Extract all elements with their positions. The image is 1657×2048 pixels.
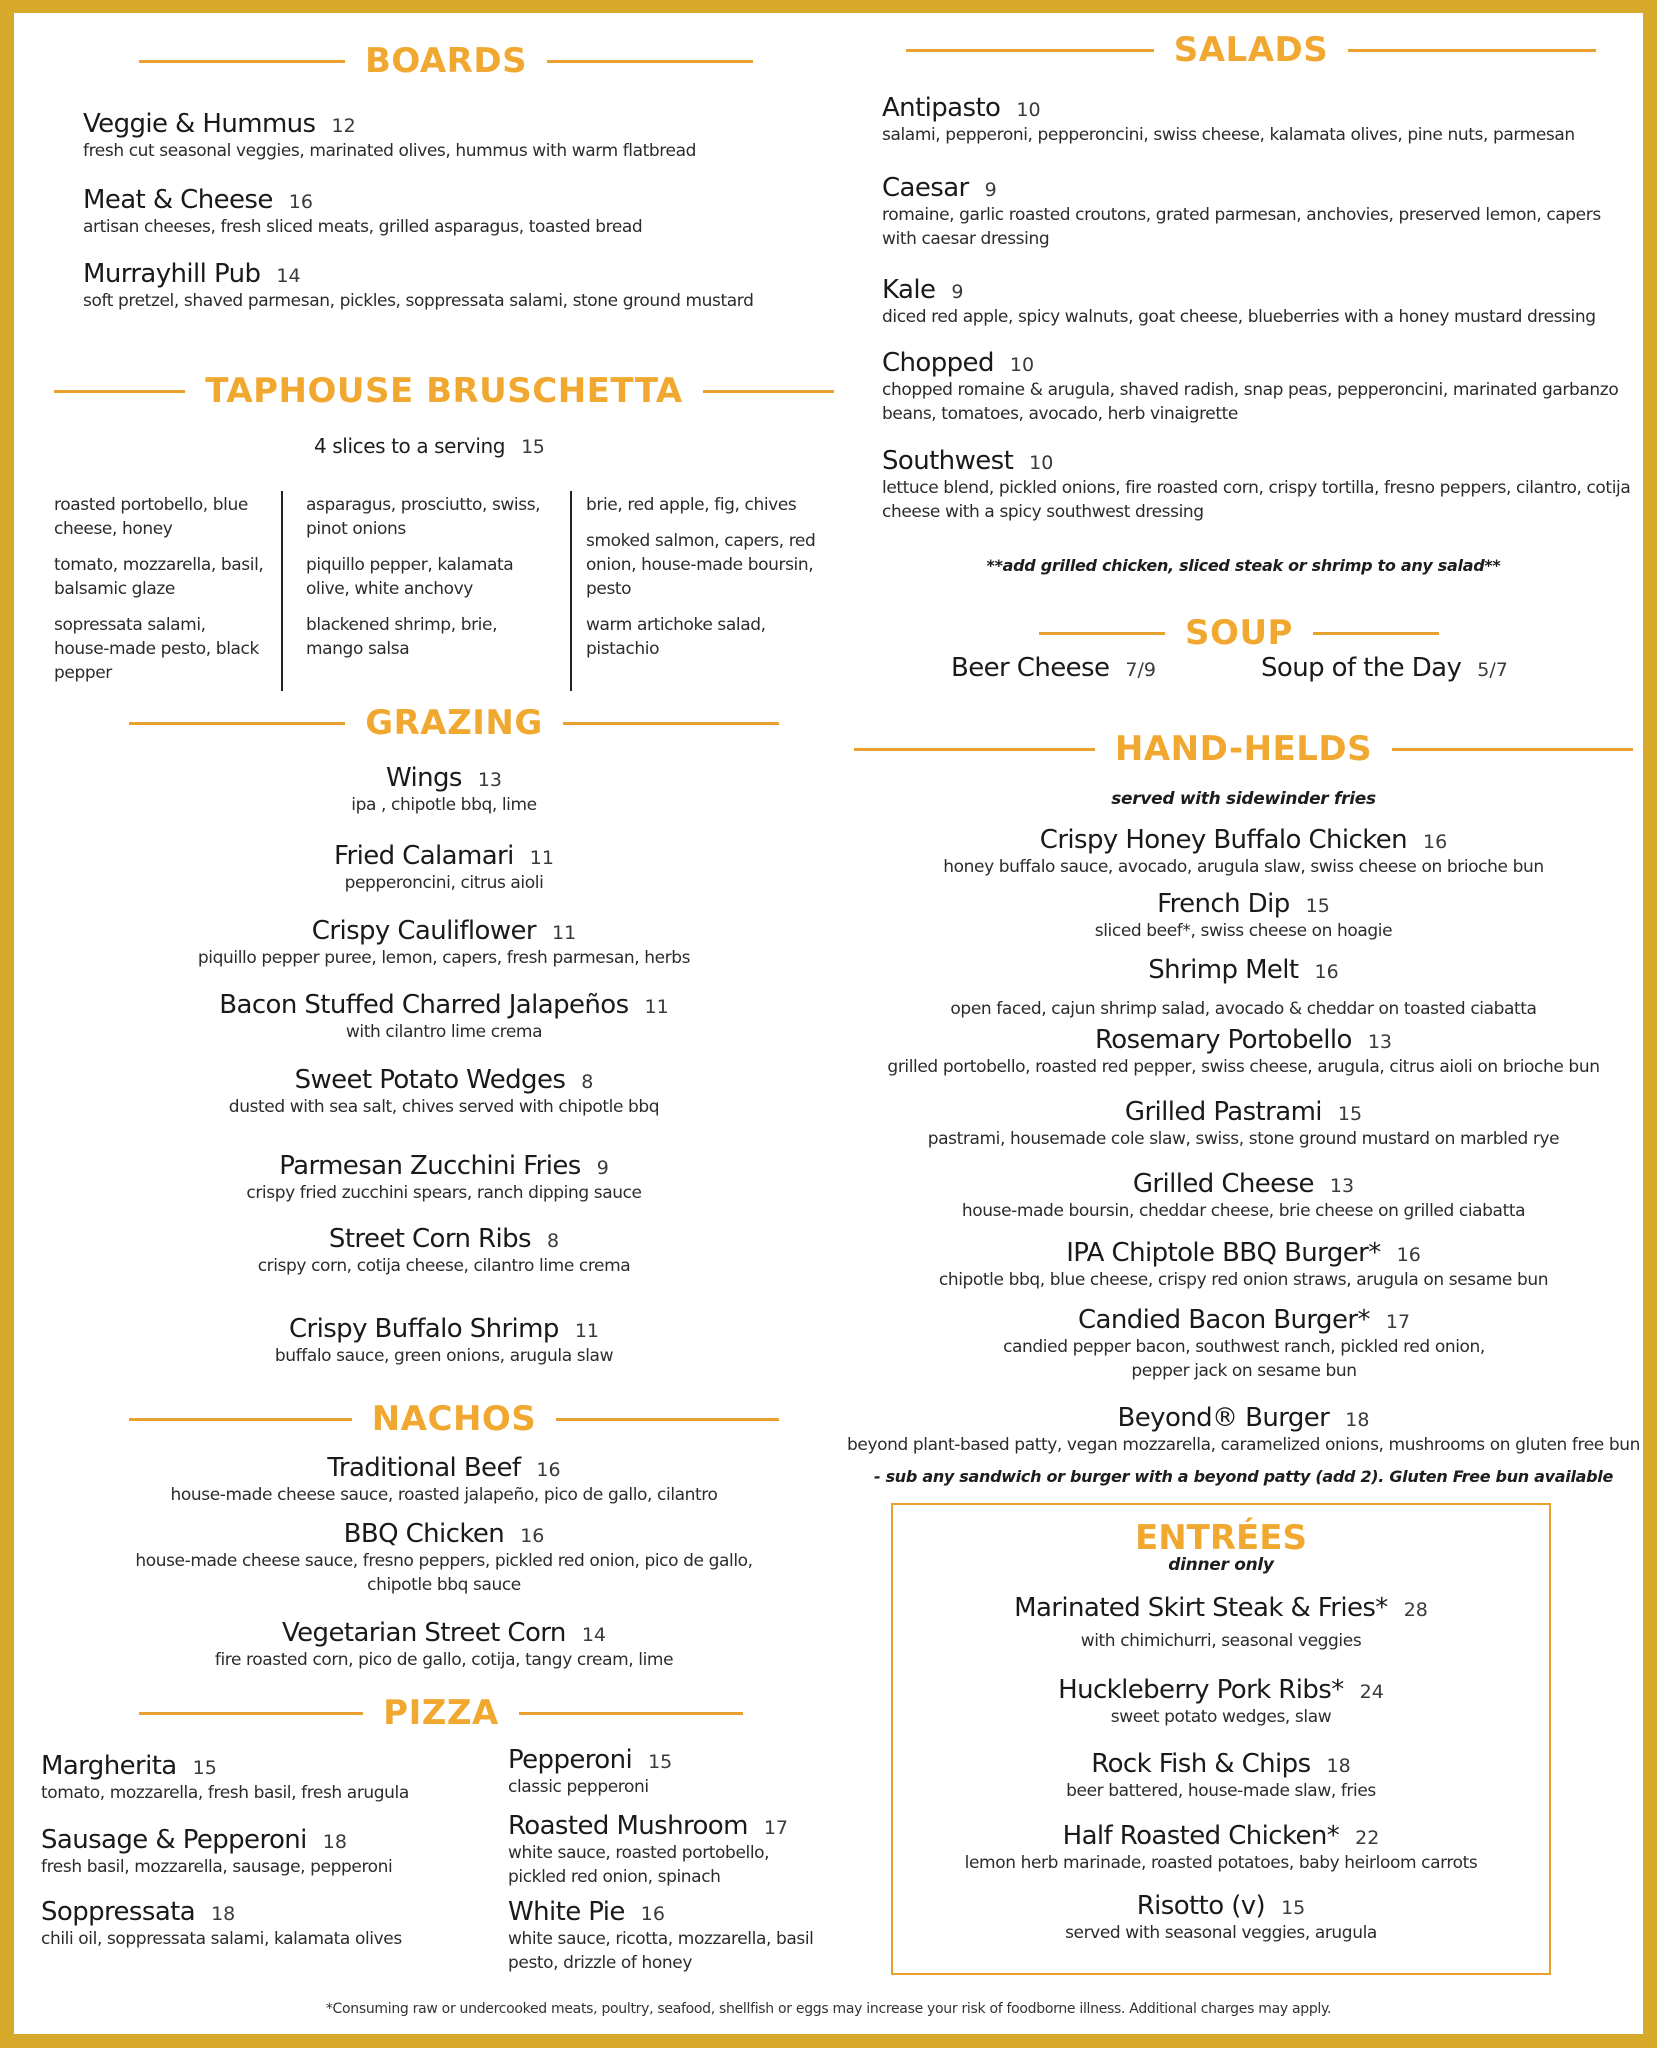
item-description: soft pretzel, shaved parmesan, pickles, soppressata salami, stone ground mustard	[83, 291, 754, 311]
menu-item	[41, 1897, 481, 1951]
item-description: with cilantro lime crema	[345, 1022, 543, 1042]
header-rule	[129, 1418, 352, 1421]
item-description: lettuce blend, pickled onions, fire roasted corn, crispy tortilla, fresno peppers, cilantro, cotija cheese with a spicy southwest dressing	[882, 478, 1631, 522]
section-header-bruschetta	[54, 371, 834, 411]
header-rule	[139, 60, 345, 63]
item-name: Sausage & Pepperoni	[41, 1825, 307, 1855]
header-rule	[1348, 49, 1596, 52]
salad-addon-note: **add grilled chicken, sliced steak or shrimp to any salad**	[986, 556, 1501, 575]
section-title: PIZZA	[383, 1693, 499, 1733]
column-divider	[281, 491, 283, 691]
bruschetta-option: brie, red apple, fig, chives	[586, 495, 797, 515]
header-rule	[519, 1712, 743, 1715]
item-price: 5/7	[1477, 659, 1508, 681]
header-rule	[54, 390, 185, 393]
item-name: Parmesan Zucchini Fries	[279, 1151, 581, 1181]
menu-item	[54, 916, 834, 970]
item-name: Antipasto	[882, 93, 1001, 123]
item-description: house-made boursin, cheddar cheese, brie cheese on grilled ciabatta	[961, 1201, 1526, 1221]
item-description: honey buffalo sauce, avocado, arugula slaw, swiss cheese on brioche bun	[943, 857, 1544, 877]
item-price: 22	[1355, 1827, 1380, 1849]
menu-item	[844, 955, 1643, 1021]
item-price: 15	[648, 1751, 673, 1773]
menu-item	[844, 1403, 1643, 1457]
item-price: 10	[1016, 99, 1041, 121]
intro-text: 4 slices to a serving	[314, 434, 506, 458]
header-rule	[129, 722, 345, 725]
item-name: Meat & Cheese	[83, 185, 273, 215]
item-name: Candied Bacon Burger*	[1077, 1305, 1370, 1335]
item-price: 18	[211, 1903, 236, 1925]
item-description: diced red apple, spicy walnuts, goat cheese, blueberries with a honey mustard dressing	[882, 307, 1596, 327]
item-description: pastrami, housemade cole slaw, swiss, stone ground mustard on marbled rye	[927, 1129, 1560, 1149]
item-description: chili oil, soppressata salami, kalamata olives	[41, 1929, 402, 1949]
item-name: BBQ Chicken	[343, 1519, 505, 1549]
menu-item	[999, 1305, 1489, 1383]
bruschetta-option: blackened shrimp, brie, mango salsa	[306, 615, 498, 659]
item-price: 7/9	[1125, 659, 1156, 681]
item-name: Wings	[385, 763, 462, 793]
entrees-subtitle: dinner only	[1168, 1555, 1274, 1575]
item-price: 13	[1329, 1175, 1355, 1197]
entrees-header	[893, 1518, 1549, 1575]
bruschetta-option: roasted portobello, blue cheese, honey	[54, 495, 248, 539]
section-title: BOARDS	[364, 41, 528, 81]
menu-item	[54, 1151, 834, 1205]
menu-item	[54, 841, 834, 895]
menu-item	[124, 1519, 764, 1597]
entrees-box	[891, 1503, 1551, 1975]
menu-item	[844, 1169, 1643, 1223]
item-price: 18	[322, 1831, 347, 1853]
beyond-patty-note: - sub any sandwich or burger with a beyond patty (add 2). Gluten Free bun available	[873, 1467, 1614, 1486]
item-name: Roasted Mushroom	[508, 1811, 748, 1841]
item-description: grilled portobello, roasted red pepper, swiss cheese, arugula, citrus aioli on brioche bun	[887, 1057, 1600, 1077]
item-price: 11	[644, 996, 669, 1018]
soup-item	[951, 653, 1156, 683]
item-description: classic pepperoni	[508, 1777, 649, 1797]
section-title: TAPHOUSE BRUSCHETTA	[205, 371, 683, 411]
item-price: 9	[984, 179, 997, 201]
item-description: chipotle bbq, blue cheese, crispy red onion straws, arugula on sesame bun	[938, 1270, 1549, 1290]
item-name: Murrayhill Pub	[83, 259, 261, 289]
item-description: with chimichurri, seasonal veggies	[1080, 1631, 1362, 1651]
menu-item	[882, 173, 1632, 251]
menu-item	[54, 1065, 834, 1119]
menu-item	[508, 1811, 808, 1889]
bruschetta-option: smoked salmon, capers, red onion, house-made boursin, pesto	[586, 531, 816, 599]
item-name: Rock Fish & Chips	[1091, 1749, 1311, 1779]
item-price: 15	[1281, 1897, 1306, 1919]
item-name: Marinated Skirt Steak & Fries*	[1014, 1593, 1388, 1623]
item-price: 24	[1359, 1681, 1384, 1703]
item-description: romaine, garlic roasted croutons, grated parmesan, anchovies, preserved lemon, capers with caesar dressing	[882, 205, 1601, 249]
item-description: piquillo pepper puree, lemon, capers, fresh parmesan, herbs	[197, 948, 691, 968]
column-divider	[570, 491, 572, 691]
header-rule	[1392, 748, 1633, 751]
item-name: White Pie	[508, 1897, 625, 1927]
header-rule	[1313, 632, 1439, 635]
section-header-boards	[139, 41, 753, 81]
soup-item	[1261, 653, 1508, 683]
menu-item	[54, 1314, 834, 1368]
item-name: Vegetarian Street Corn	[281, 1618, 566, 1648]
item-description: beyond plant-based patty, vegan mozzarella, caramelized onions, mushrooms on gluten free bun	[847, 1435, 1640, 1455]
section-title: NACHOS	[371, 1399, 537, 1439]
item-name: Rosemary Portobello	[1094, 1025, 1352, 1055]
item-price: 16	[1423, 831, 1448, 853]
section-title: ENTRÉES	[1135, 1518, 1307, 1558]
item-name: Sweet Potato Wedges	[294, 1065, 566, 1095]
item-price: 13	[1367, 1031, 1393, 1053]
bruschetta-option: sopressata salami, house-made pesto, black pepper	[54, 615, 259, 683]
header-rule	[563, 722, 779, 725]
item-description: white sauce, ricotta, mozzarella, basil pesto, drizzle of honey	[508, 1929, 814, 1973]
item-price: 11	[552, 922, 577, 944]
item-price: 10	[1009, 354, 1035, 376]
item-price: 17	[763, 1817, 789, 1839]
item-description: candied pepper bacon, southwest ranch, pickled red onion, pepper jack on sesame bun	[1003, 1337, 1485, 1381]
menu-item	[83, 109, 696, 163]
menu-item	[54, 1224, 834, 1278]
menu-item	[893, 1675, 1549, 1729]
menu-item	[54, 990, 834, 1044]
menu-item	[844, 825, 1643, 879]
item-price: 16	[520, 1525, 545, 1547]
bruschetta-intro	[314, 434, 544, 458]
item-name: Veggie & Hummus	[83, 109, 316, 139]
item-description: crispy corn, cotija cheese, cilantro lime crema	[257, 1256, 631, 1276]
menu-item	[844, 1097, 1643, 1151]
menu-item	[893, 1593, 1549, 1653]
item-price: 9	[596, 1157, 609, 1179]
item-description: open faced, cajun shrimp salad, avocado & cheddar on toasted ciabatta	[950, 999, 1537, 1019]
item-price: 15	[192, 1757, 217, 1779]
item-name: IPA Chiptole BBQ Burger*	[1066, 1238, 1381, 1268]
item-description: salami, pepperoni, pepperoncini, swiss cheese, kalamata olives, pine nuts, parmesan	[882, 125, 1575, 145]
header-rule	[139, 1712, 363, 1715]
menu-item	[54, 1453, 834, 1507]
item-name: Southwest	[882, 446, 1014, 476]
header-rule	[1039, 632, 1165, 635]
item-name: Beer Cheese	[951, 653, 1110, 683]
item-description: house-made cheese sauce, fresno peppers, pickled red onion, pico de gallo, chipotle bbq sauce	[135, 1551, 753, 1595]
item-description: dusted with sea salt, chives served with chipotle bbq	[228, 1097, 660, 1117]
handhelds-subtitle: served with sidewinder fries	[1111, 789, 1376, 809]
menu-item	[882, 93, 1632, 147]
item-name: Street Corn Ribs	[328, 1224, 531, 1254]
item-name: French Dip	[1157, 889, 1290, 919]
item-name: Kale	[882, 275, 936, 305]
menu-item	[893, 1891, 1549, 1945]
bruschetta-option: piquillo pepper, kalamata olive, white anchovy	[306, 555, 514, 599]
menu-item	[844, 889, 1643, 943]
item-name: Soup of the Day	[1261, 653, 1462, 683]
footer-disclaimer: *Consuming raw or undercooked meats, poultry, seafood, shellfish or eggs may increase your risk of foodborne illness. Additional charges may apply.	[325, 2001, 1332, 2017]
item-price: 11	[529, 847, 554, 869]
menu-item	[83, 259, 753, 313]
section-title: HAND-HELDS	[1114, 729, 1373, 769]
item-description: house-made cheese sauce, roasted jalapeño, pico de gallo, cilantro	[170, 1485, 718, 1505]
item-price: 16	[1396, 1244, 1421, 1266]
item-price: 18	[1345, 1409, 1370, 1431]
menu-page	[14, 13, 1643, 2034]
item-name: Caesar	[882, 173, 969, 203]
item-description: white sauce, roasted portobello, pickled red onion, spinach	[508, 1843, 770, 1887]
item-description: artisan cheeses, fresh sliced meats, grilled asparagus, toasted bread	[83, 217, 643, 237]
item-description: fire roasted corn, pico de gallo, cotija, tangy cream, lime	[214, 1650, 674, 1670]
item-price: 28	[1403, 1599, 1428, 1621]
menu-item	[882, 348, 1632, 426]
item-description: served with seasonal veggies, arugula	[1065, 1923, 1377, 1943]
bruschetta-option: warm artichoke salad, pistachio	[586, 615, 766, 659]
item-price: 10	[1029, 452, 1054, 474]
menu-item	[41, 1825, 481, 1879]
item-price: 16	[640, 1903, 665, 1925]
item-name: Huckleberry Pork Ribs*	[1058, 1675, 1344, 1705]
bruschetta-option: tomato, mozzarella, basil, balsamic glaze	[54, 555, 264, 599]
item-price: 12	[331, 115, 356, 137]
menu-item	[844, 1025, 1643, 1079]
menu-item	[508, 1745, 828, 1799]
item-name: Grilled Cheese	[1132, 1169, 1314, 1199]
item-name: Traditional Beef	[327, 1453, 521, 1483]
item-price: 16	[536, 1459, 561, 1481]
item-description: buffalo sauce, green onions, arugula slaw	[274, 1346, 614, 1366]
item-name: Bacon Stuffed Charred Jalapeños	[219, 990, 629, 1020]
item-description: fresh cut seasonal veggies, marinated olives, hummus with warm flatbread	[83, 141, 696, 161]
item-price: 14	[581, 1624, 606, 1646]
bruschetta-column-1	[54, 493, 264, 697]
item-name: Shrimp Melt	[1148, 955, 1299, 985]
menu-item	[882, 446, 1632, 524]
item-description: chopped romaine & arugula, shaved radish, snap peas, pepperoncini, marinated garbanzo beans, tomatoes, avocado, herb vinaigrette	[882, 380, 1619, 424]
item-price: 8	[581, 1071, 594, 1093]
menu-item	[54, 1618, 834, 1672]
menu-item	[882, 275, 1632, 329]
section-title: SOUP	[1185, 613, 1293, 653]
section-header-salads	[906, 30, 1596, 70]
item-description: beer battered, house-made slaw, fries	[1066, 1781, 1376, 1801]
item-name: Beyond® Burger	[1117, 1403, 1330, 1433]
item-name: Risotto (v)	[1136, 1891, 1266, 1921]
menu-item	[508, 1897, 818, 1975]
menu-item	[893, 1749, 1549, 1803]
section-title: SALADS	[1173, 30, 1329, 70]
item-description: ipa , chipotle bbq, lime	[351, 795, 537, 815]
item-price: 14	[276, 265, 301, 287]
item-price: 18	[1326, 1755, 1351, 1777]
menu-item	[54, 763, 834, 817]
bruschetta-column-2	[306, 493, 556, 673]
item-price: 15	[521, 436, 545, 458]
item-price: 15	[1305, 895, 1330, 917]
item-name: Pepperoni	[508, 1745, 633, 1775]
section-header-grazing	[129, 703, 779, 743]
item-description: pepperoncini, citrus aioli	[344, 873, 544, 893]
header-rule	[854, 748, 1095, 751]
section-header-handhelds	[854, 729, 1633, 769]
item-price: 11	[574, 1320, 600, 1342]
item-name: Crispy Buffalo Shrimp	[288, 1314, 559, 1344]
section-title: GRAZING	[365, 703, 543, 743]
item-description: crispy fried zucchini spears, ranch dipping sauce	[246, 1183, 642, 1203]
item-description: fresh basil, mozzarella, sausage, pepperoni	[41, 1857, 393, 1877]
item-price: 17	[1385, 1311, 1411, 1333]
item-description: sliced beef*, swiss cheese on hoagie	[1094, 921, 1393, 941]
item-price: 13	[477, 769, 503, 791]
item-price: 8	[546, 1230, 560, 1252]
item-name: Soppressata	[41, 1897, 196, 1927]
item-description: lemon herb marinade, roasted potatoes, baby heirloom carrots	[964, 1853, 1478, 1873]
menu-item	[83, 185, 642, 239]
item-name: Half Roasted Chicken*	[1062, 1821, 1340, 1851]
item-name: Margherita	[41, 1751, 177, 1781]
item-name: Grilled Pastrami	[1124, 1097, 1322, 1127]
item-name: Fried Calamari	[334, 841, 514, 871]
bruschetta-column-3	[586, 493, 826, 673]
item-price: 16	[288, 191, 313, 213]
item-price: 15	[1337, 1103, 1363, 1125]
header-rule	[703, 390, 834, 393]
item-name: Crispy Honey Buffalo Chicken	[1039, 825, 1408, 855]
item-price: 16	[1314, 961, 1339, 983]
section-header-pizza	[139, 1693, 743, 1733]
section-header-nachos	[129, 1399, 779, 1439]
section-header-soup	[1039, 613, 1439, 653]
header-rule	[906, 49, 1154, 52]
menu-item	[893, 1821, 1549, 1875]
item-price: 9	[951, 281, 964, 303]
bruschetta-option: asparagus, prosciutto, swiss, pinot onions	[306, 495, 541, 539]
menu-item	[41, 1751, 481, 1805]
item-name: Crispy Cauliflower	[311, 916, 537, 946]
item-description: sweet potato wedges, slaw	[1110, 1707, 1332, 1727]
header-rule	[547, 60, 753, 63]
header-rule	[556, 1418, 779, 1421]
menu-item	[844, 1238, 1643, 1292]
item-name: Chopped	[882, 348, 994, 378]
item-description: tomato, mozzarella, fresh basil, fresh arugula	[41, 1783, 409, 1803]
